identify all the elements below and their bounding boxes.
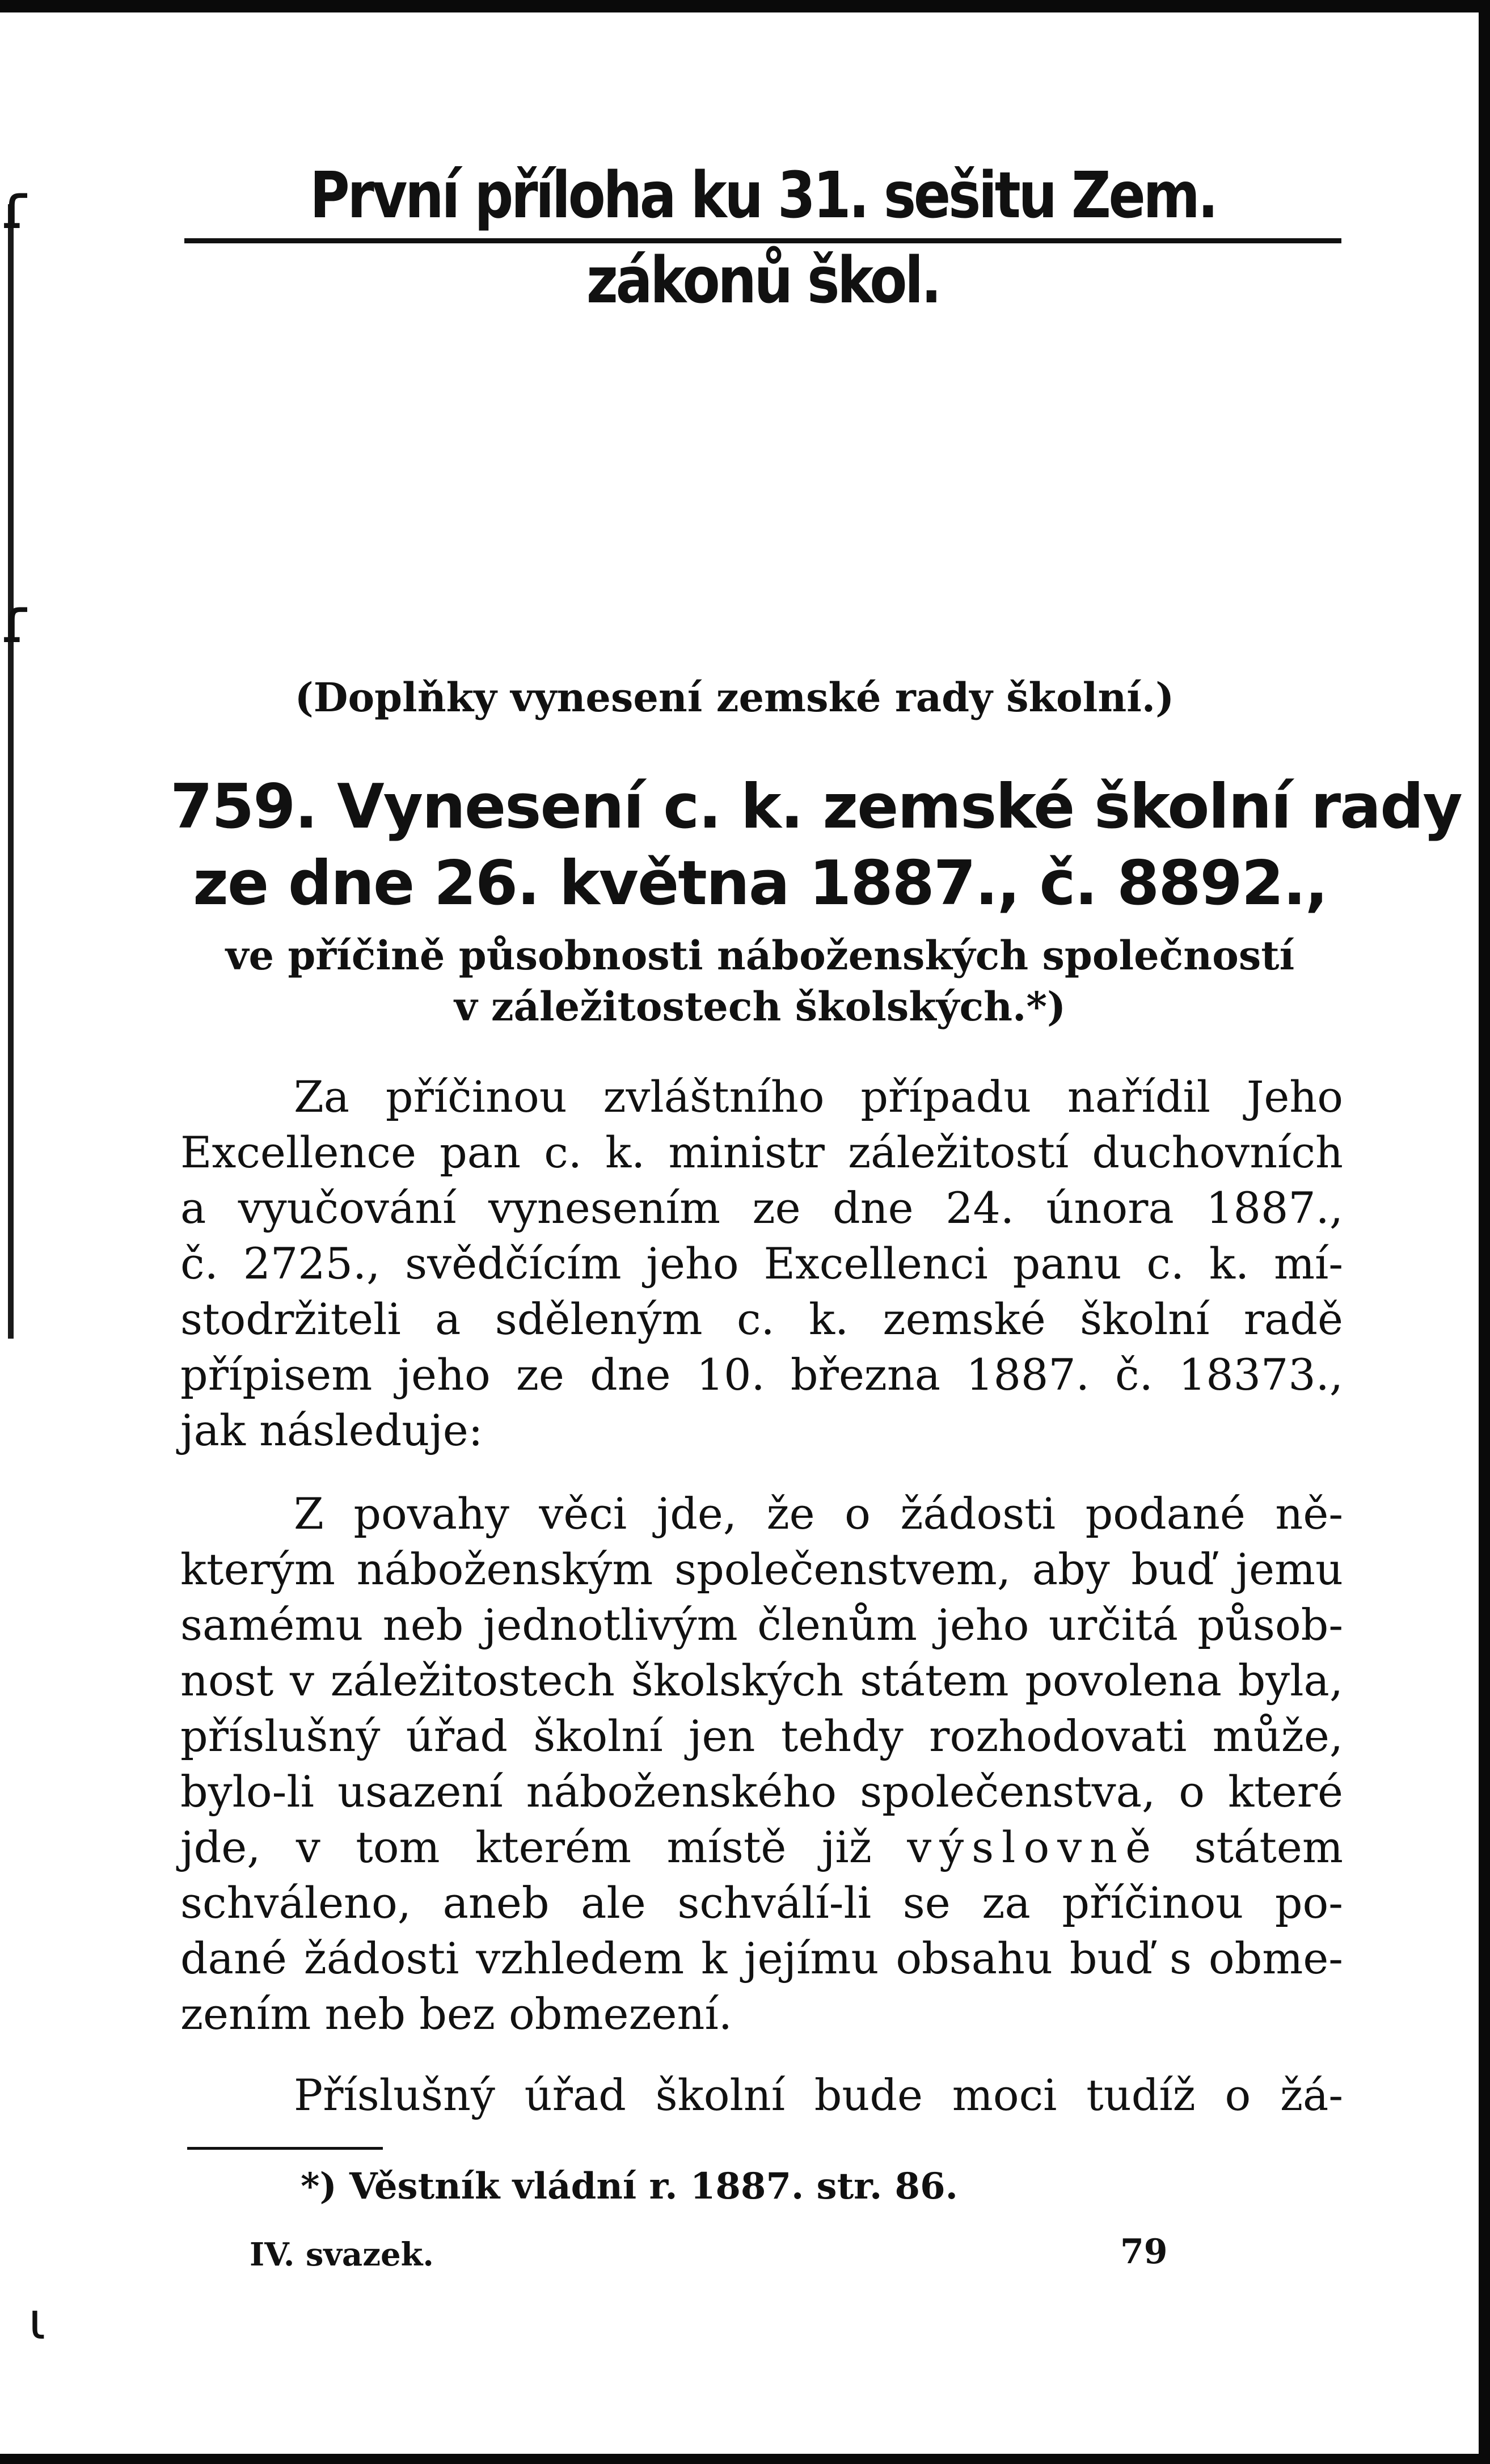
title-line: ze dne 26. května 1887., č. 8892.,	[193, 848, 1327, 919]
footnote-rule	[187, 2147, 383, 2150]
title-line: 759. Vynesení c. k. zemské školní rady	[170, 771, 1462, 842]
subtitle-line: ve příčině působnosti náboženských společností	[225, 932, 1295, 979]
text-line: přípisem jeho ze dne 10. března 1887. č. 18373.,	[180, 1349, 1343, 1400]
text-line: Excellence pan c. k. ministr záležitostí duchovních	[180, 1127, 1343, 1178]
text-line: Příslušný úřad školní bude moci tudíž o žá-	[294, 2070, 1343, 2120]
volume-signature: IV. svazek.	[250, 2236, 434, 2273]
page-number: 79	[1120, 2232, 1168, 2272]
footnote: *) Věstník vládní r. 1887. str. 86.	[301, 2165, 958, 2208]
text-line: Z povahy věci jde, že o žádosti podané ně-	[294, 1488, 1343, 1539]
text-line: jak následuje:	[180, 1405, 483, 1455]
binding-edge	[8, 204, 14, 1339]
paragraph-1	[180, 1069, 1343, 1458]
text-line: příslušný úřad školní jen tehdy rozhodovati může,	[180, 1711, 1343, 1761]
binding-mark: ι	[28, 2292, 46, 2351]
text-line: kterým náboženským společenstvem, aby buď jemu	[180, 1544, 1343, 1594]
paragraph-3	[180, 2068, 1343, 2123]
text-line: nost v záležitostech školských státem povolena byla,	[180, 1655, 1343, 1706]
document-subtitle	[170, 930, 1350, 1032]
page-header: První příloha ku 31. sešitu Zem. zákonů škol.	[310, 159, 1216, 318]
text-line: bylo-li usazení náboženského společenstva, o které	[180, 1766, 1343, 1817]
text-segment: jde, v tom kterém místě již	[180, 1822, 907, 1872]
text-segment: státem	[1159, 1822, 1343, 1872]
text-line: stodržiteli a sděleným c. k. zemské školní radě	[180, 1294, 1343, 1344]
paragraph-2	[180, 1486, 1343, 2042]
emphasized-word: výslovně	[907, 1822, 1159, 1872]
text-line: č. 2725., svědčícím jeho Excellenci panu c. k. mí-	[180, 1238, 1343, 1289]
text-line: dané žádosti vzhledem k jejímu obsahu buď s obme-	[180, 1933, 1343, 1984]
binding-mark: ɾ	[0, 170, 33, 243]
document-title	[170, 769, 1462, 922]
text-line	[180, 1820, 1343, 1875]
text-line: schváleno, aneb ale schválí-li se za příčinou po-	[180, 1877, 1343, 1928]
section-subheading: (Doplňky vynesení zemské rady školní.)	[294, 674, 1175, 721]
subtitle-line: v záležitostech školských.*)	[454, 983, 1066, 1030]
text-line: Za příčinou zvláštního případu nařídil Jeho	[294, 1071, 1343, 1122]
header-rule	[184, 238, 1341, 243]
binding-mark: ɾ	[0, 584, 33, 657]
text-line: samému neb jednotlivým členům jeho určitá působ-	[180, 1600, 1343, 1650]
text-line: a vyučování vynesením ze dne 24. února 1887.,	[180, 1183, 1343, 1233]
text-line: zením neb bez obmezení.	[180, 1989, 732, 2039]
